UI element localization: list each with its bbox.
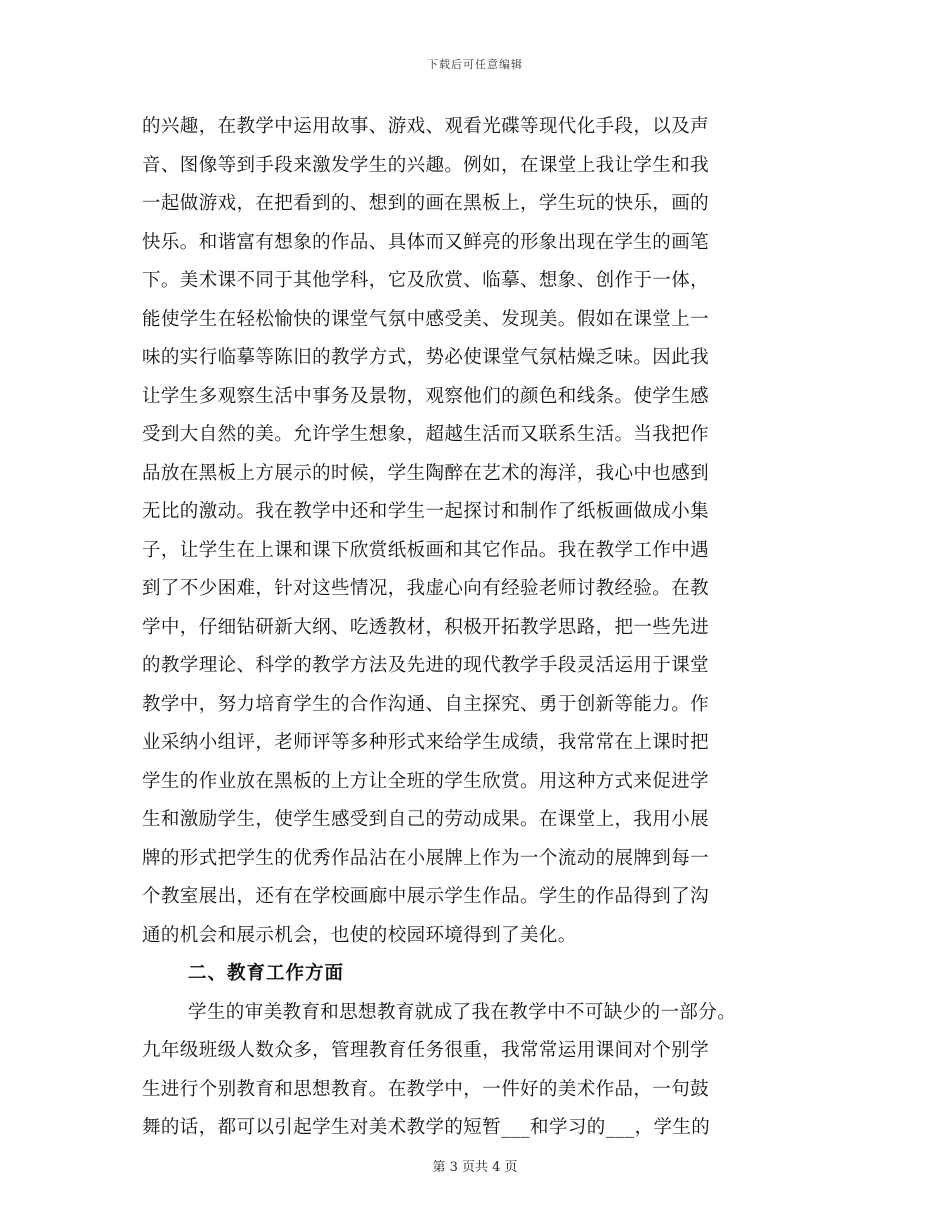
text-line: 让学生多观察生活中事务及景物，观察他们的颜色和线条。使学生感 [142,385,710,407]
text-line: 能使学生在轻松愉快的课堂气氛中感受美、发现美。假如在课堂上一 [142,308,710,330]
text-line: 生和激励学生，使学生感受到自己的劳动成果。在课堂上，我用小展 [142,809,710,830]
section-heading: 二、教育工作方面 [188,963,345,984]
text-line: 个教室展出，还有在学校画廊中展示学生作品。学生的作品得到了沟 [142,886,710,907]
text-line: 受到大自然的美。允许学生想象，超越生活而又联系生活。当我把作 [142,424,710,445]
text-line: 生进行个别教育和思想教育。在教学中，一件好的美术作品，一句鼓 [142,1078,710,1100]
text-line: 的教学理论、科学的教学方法及先进的现代教学手段灵活运用于课堂 [142,655,710,676]
text-line: 子，让学生在上课和课下欣赏纸板画和其它作品。我在教学工作中遇 [142,539,710,561]
text-line: 味的实行临摹等陈旧的教学方式，势必使课堂气氛枯燥乏味。因此我 [142,347,710,368]
text-line: 通的机会和展示机会，也使的校园环境得到了美化。 [142,924,577,946]
text-line: 学生的作业放在黑板的上方让全班的学生欣赏。用这种方式来促进学 [142,770,710,792]
text-line: 下。美术课不同于其他学科，它及欣赏、临摹、想象、创作于一体， [142,270,710,291]
paragraph-first-line: 学生的审美教育和思想教育就成了我在教学中不可缺少的一部分。 [188,1001,737,1023]
page-header: 下载后可任意编辑 [427,58,523,71]
text-line: 业采纳小组评，老师评等多种形式来给学生成绩，我常常在上课时把 [142,732,710,753]
text-line: 舞的话，都可以引起学生对美术教学的短暂___和学习的___，学生的 [142,1117,711,1138]
document-body [142,108,808,1148]
page-footer: 第 3 页共 4 页 [432,1160,518,1175]
text-line: 的兴趣，在教学中运用故事、游戏、观看光碟等现代化手段，以及声 [142,116,710,137]
text-line: 牌的形式把学生的优秀作品沾在小展牌上作为一个流动的展牌到每一 [142,847,710,869]
text-line: 音、图像等到手段来激发学生的兴趣。例如，在课堂上我让学生和我 [142,154,710,176]
text-line: 到了不少困难，针对这些情况，我虚心向有经验老师讨教经验。在教 [142,578,710,599]
text-line: 一起做游戏，在把看到的、想到的画在黑板上，学生玩的快乐，画的 [142,193,710,214]
text-line: 无比的激动。我在教学中还和学生一起探讨和制作了纸板画做成小集 [142,501,710,522]
text-line: 九年级班级人数众多，管理教育任务很重，我常常运用课间对个别学 [142,1040,710,1061]
text-line: 品放在黑板上方展示的时候，学生陶醉在艺术的海洋，我心中也感到 [142,462,710,484]
text-line: 快乐。和谐富有想象的作品、具体而又鲜亮的形象出现在学生的画笔 [142,231,710,253]
text-line: 学中，仔细钻研新大纲、吃透教材，积极开拓教学思路，把一些先进 [142,616,710,638]
text-line: 教学中，努力培育学生的合作沟通、自主探究、勇于创新等能力。作 [142,693,710,715]
